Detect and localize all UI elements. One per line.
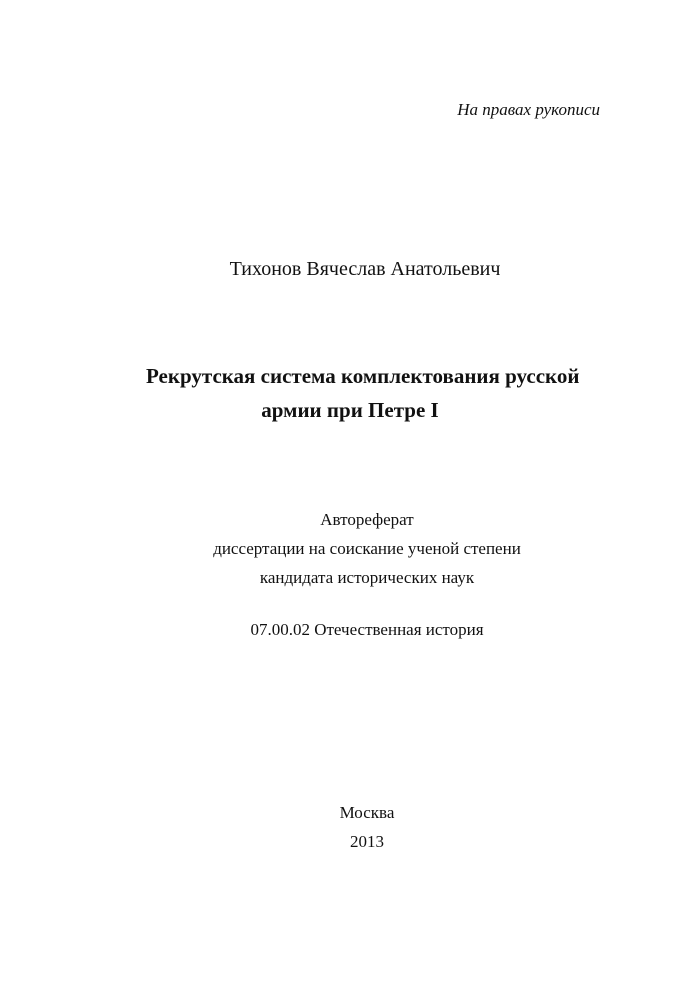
city: Москва	[339, 803, 395, 822]
year: 2013	[350, 832, 384, 851]
document-type: Автореферат	[320, 510, 414, 529]
author-name: Тихонов Вячеслав Анатольевич	[229, 258, 501, 280]
title-line-1: Рекрутская система комплектования русской	[146, 364, 580, 388]
specialty-code: 07.00.02 Отечественная история	[250, 620, 484, 639]
degree-line-1: диссертации на соискание ученой степени	[213, 539, 521, 558]
title-line-2: армии при Петре I	[261, 398, 439, 422]
manuscript-rights-note: На правах рукописи	[457, 100, 600, 119]
degree-line-2: кандидата исторических наук	[259, 568, 475, 587]
